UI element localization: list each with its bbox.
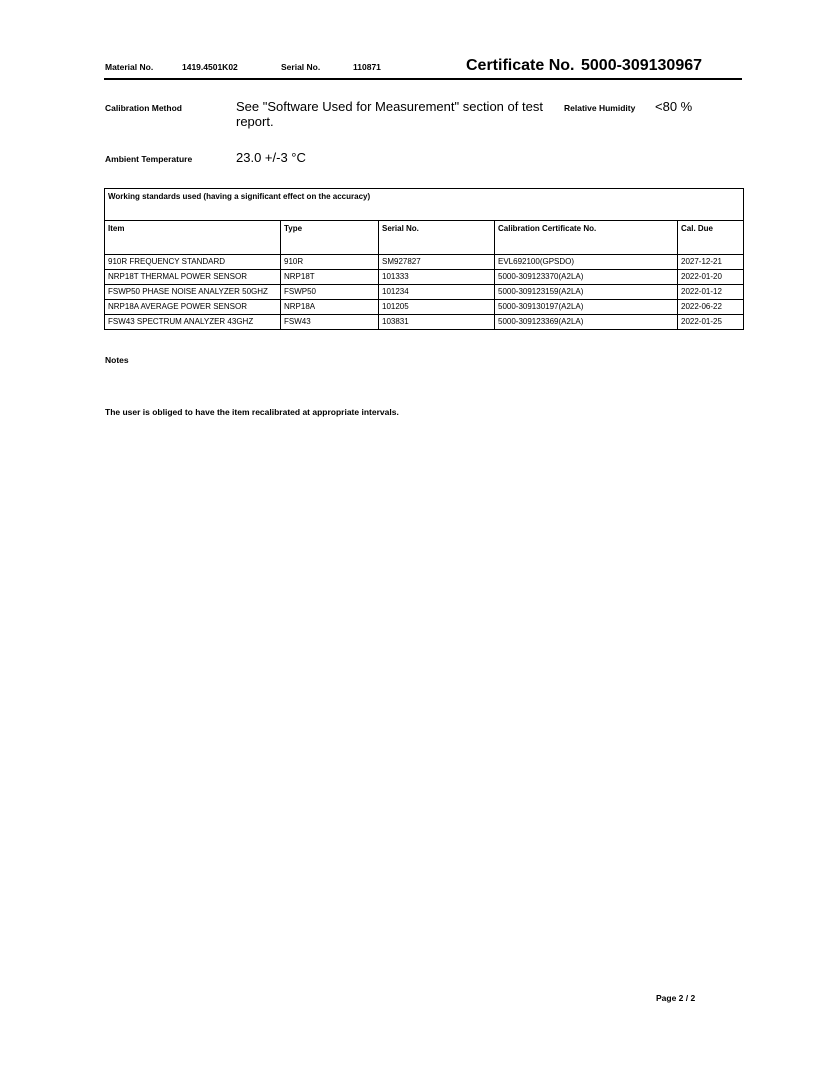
table-row bbox=[105, 270, 744, 285]
cell-cal-due: 2022-06-22 bbox=[678, 300, 744, 315]
column-header-serial: Serial No. bbox=[379, 221, 495, 255]
column-header-certificate: Calibration Certificate No. bbox=[495, 221, 678, 255]
cell-cal-due: 2022-01-20 bbox=[678, 270, 744, 285]
cell-type: NRP18A bbox=[281, 300, 379, 315]
column-header-type: Type bbox=[281, 221, 379, 255]
cell-item: NRP18A AVERAGE POWER SENSOR bbox=[105, 300, 281, 315]
table-row bbox=[105, 285, 744, 300]
cell-type: FSWP50 bbox=[281, 285, 379, 300]
certificate-value: 5000-309130967 bbox=[581, 57, 703, 74]
cell-type: 910R bbox=[281, 255, 379, 270]
working-standards-table bbox=[104, 188, 744, 330]
serial-value: 110871 bbox=[353, 62, 381, 72]
cell-item: NRP18T THERMAL POWER SENSOR bbox=[105, 270, 281, 285]
cell-serial: SM927827 bbox=[379, 255, 495, 270]
cell-serial: 101333 bbox=[379, 270, 495, 285]
certificate-label: Certificate No. bbox=[466, 57, 575, 74]
cell-certificate: 5000-309123159(A2LA) bbox=[495, 285, 678, 300]
standards-title: Working standards used (having a significant effect on the accuracy) bbox=[105, 189, 744, 221]
column-header-cal-due: Cal. Due bbox=[678, 221, 744, 255]
notes-heading: Notes bbox=[105, 355, 129, 365]
humidity-value: <80 % bbox=[655, 99, 693, 114]
calibration-method-line1: See "Software Used for Measurement" section of test bbox=[236, 99, 543, 114]
cell-certificate: EVL692100(GPSDO) bbox=[495, 255, 678, 270]
material-value: 1419.4501K02 bbox=[182, 62, 238, 72]
cell-certificate: 5000-309123369(A2LA) bbox=[495, 315, 678, 330]
calibration-method-value bbox=[236, 99, 543, 129]
ambient-temperature-label: Ambient Temperature bbox=[105, 154, 193, 164]
cell-certificate: 5000-309130197(A2LA) bbox=[495, 300, 678, 315]
cell-serial: 101234 bbox=[379, 285, 495, 300]
table-row bbox=[105, 315, 744, 330]
table-row bbox=[105, 300, 744, 315]
serial-label: Serial No. bbox=[281, 62, 321, 72]
calibration-method-label: Calibration Method bbox=[105, 103, 182, 113]
cell-certificate: 5000-309123370(A2LA) bbox=[495, 270, 678, 285]
page-number: Page 2 / 2 bbox=[656, 993, 696, 1003]
humidity-label: Relative Humidity bbox=[564, 103, 636, 113]
cell-type: NRP18T bbox=[281, 270, 379, 285]
cell-item: 910R FREQUENCY STANDARD bbox=[105, 255, 281, 270]
cell-item: FSW43 SPECTRUM ANALYZER 43GHZ bbox=[105, 315, 281, 330]
header-divider bbox=[104, 78, 742, 80]
cell-cal-due: 2022-01-25 bbox=[678, 315, 744, 330]
cell-cal-due: 2022-01-12 bbox=[678, 285, 744, 300]
material-label: Material No. bbox=[105, 62, 154, 72]
ambient-temperature-value: 23.0 +/-3 °C bbox=[236, 150, 306, 165]
table-row bbox=[105, 255, 744, 270]
calibration-method-line2: report. bbox=[236, 114, 274, 129]
cell-cal-due: 2027-12-21 bbox=[678, 255, 744, 270]
cell-type: FSW43 bbox=[281, 315, 379, 330]
cell-serial: 101205 bbox=[379, 300, 495, 315]
recalibration-note: The user is obliged to have the item recalibrated at appropriate intervals. bbox=[105, 407, 399, 417]
cell-item: FSWP50 PHASE NOISE ANALYZER 50GHZ bbox=[105, 285, 281, 300]
column-header-item: Item bbox=[105, 221, 281, 255]
cell-serial: 103831 bbox=[379, 315, 495, 330]
